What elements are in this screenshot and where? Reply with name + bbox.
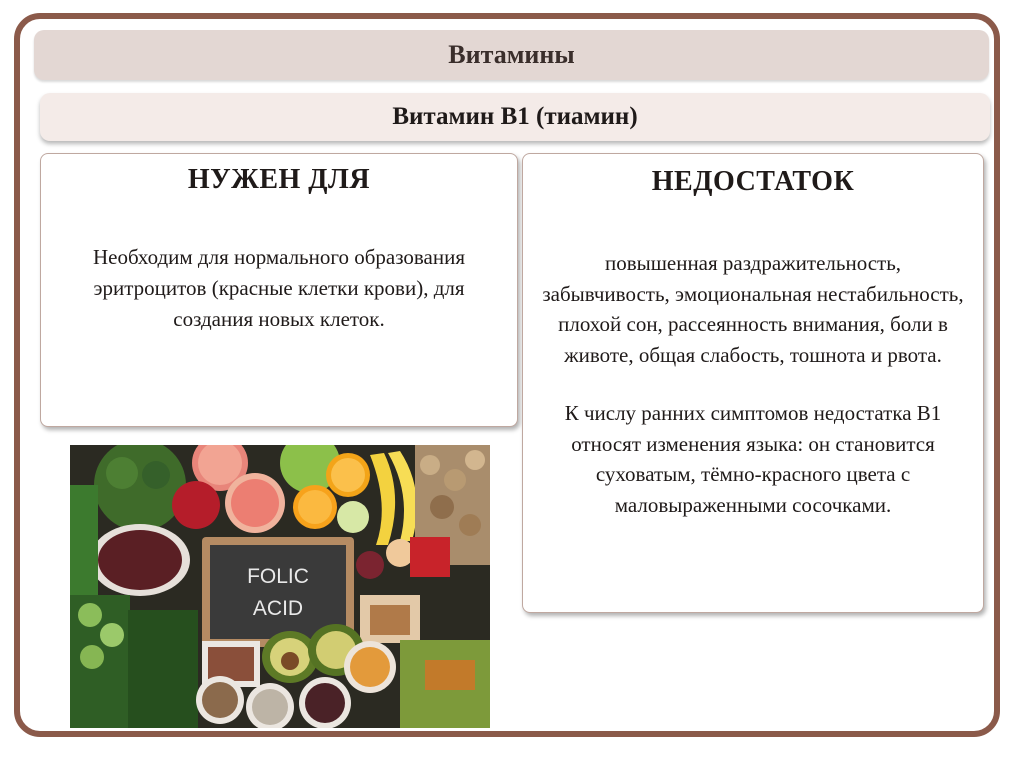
plum-icon [356, 551, 384, 579]
bowl-icon [386, 539, 414, 567]
needed-for-card [40, 153, 518, 427]
deficiency-symptoms-text: повышенная раздражительность, забывчивость, эмоциональная нестабильность, плохой сон, рассеянность внимания, боли в животе, общая слабость, тошнота и рвота. [542, 251, 964, 367]
liver-icon [98, 530, 182, 590]
strawberry-icon [410, 537, 450, 577]
sign-line2: ACID [252, 597, 304, 620]
lime-icon [337, 501, 369, 533]
chalkboard-icon [210, 545, 346, 639]
slide-subtitle: Витамин В1 (тиамин) [40, 93, 990, 141]
sign-line1: FOLIC [247, 565, 309, 588]
food-illustration [70, 445, 490, 728]
needed-for-text: Необходим для нормального образования эритроцитов (красные клетки крови), для создания новых клеток. [93, 245, 465, 331]
needed-for-heading: НУЖЕН ДЛЯ [187, 164, 371, 195]
deficiency-heading: НЕДОСТАТОК [651, 166, 855, 197]
pomegranate-icon [172, 481, 220, 529]
green-beans-icon [70, 485, 98, 595]
deficiency-early-symptoms-text: К числу ранних симптомов недостатка В1 относят изменения языка: он становится суховатым, тёмно-красного цвета с маловыраженными сосочками. [564, 401, 942, 517]
food-photo [70, 445, 490, 728]
deficiency-card [522, 153, 984, 613]
chickpeas-icon [425, 660, 475, 690]
kale-icon [128, 610, 198, 728]
slide-title: Витамины [34, 30, 989, 80]
